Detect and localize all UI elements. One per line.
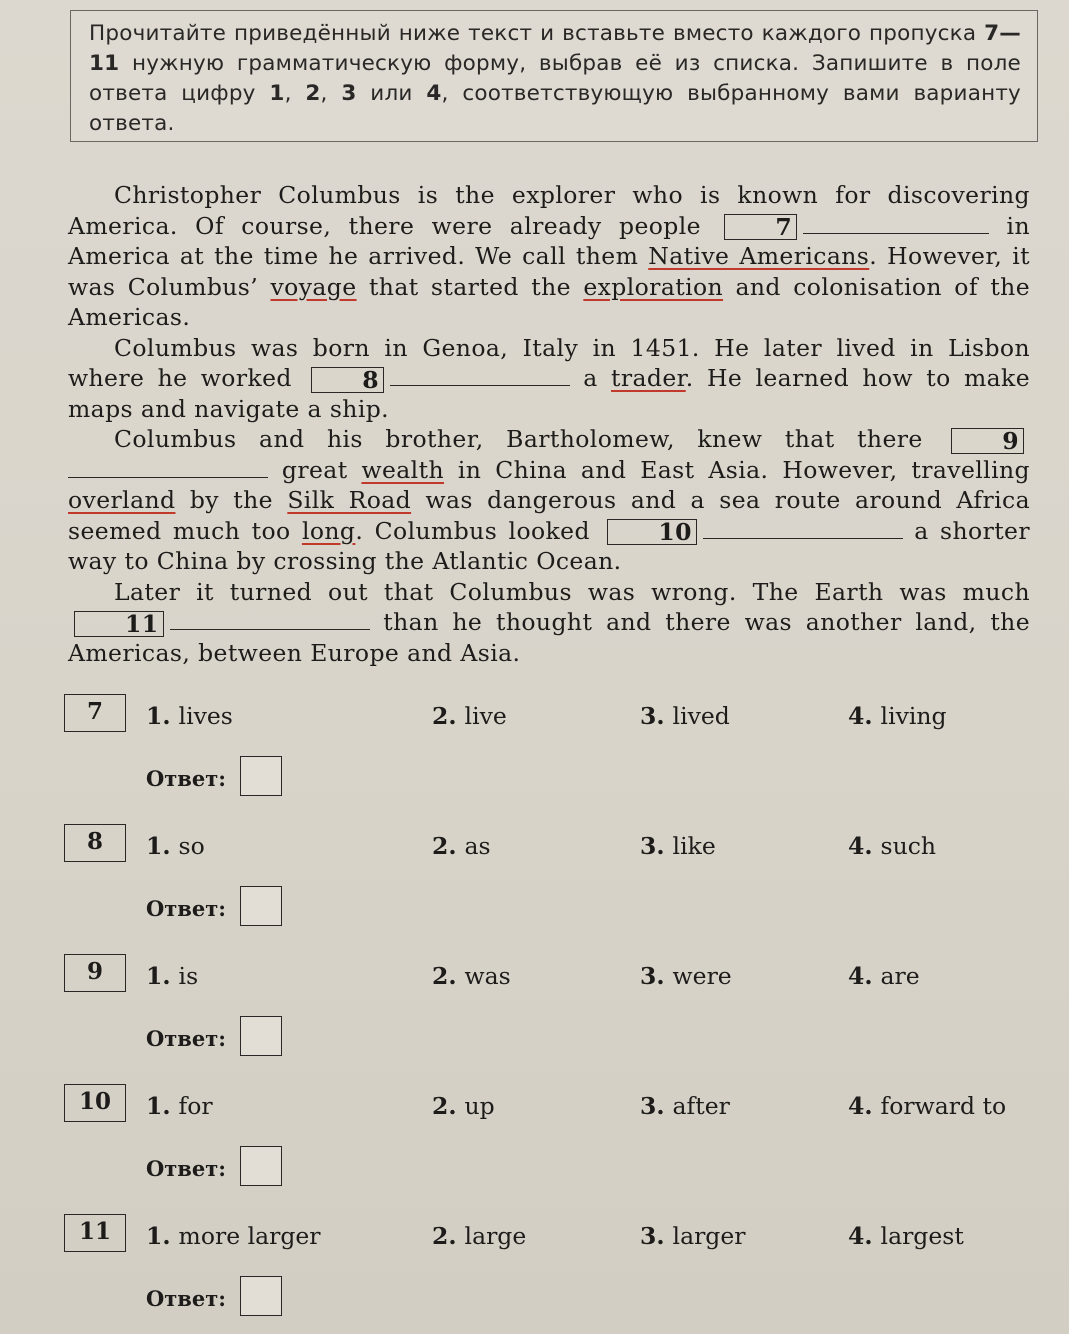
option-text: large bbox=[464, 1222, 527, 1250]
paragraph-4 bbox=[68, 577, 1030, 669]
option-1 bbox=[146, 832, 205, 860]
option-number: 4. bbox=[848, 832, 873, 860]
passage-text: in China and East Asia. However, travelling bbox=[457, 455, 1030, 484]
gap-label-10: 10 bbox=[607, 519, 697, 545]
option-3 bbox=[640, 702, 730, 730]
option-3 bbox=[640, 1092, 730, 1120]
option-number: 3. bbox=[640, 1222, 665, 1250]
instruction-digit-2: 2 bbox=[305, 81, 321, 106]
answer-label: Ответ: bbox=[146, 1026, 227, 1051]
answer-box-8[interactable] bbox=[240, 886, 282, 926]
gap-blank-7 bbox=[803, 213, 989, 234]
option-text: lived bbox=[672, 702, 730, 730]
option-4 bbox=[848, 1222, 964, 1250]
answer-label: Ответ: bbox=[146, 1156, 227, 1181]
underlined-word: Silk Road bbox=[287, 486, 412, 514]
option-1 bbox=[146, 702, 233, 730]
option-number: 1. bbox=[146, 1092, 171, 1120]
option-2 bbox=[432, 832, 491, 860]
passage-text: that started the bbox=[368, 272, 571, 301]
option-text: largest bbox=[880, 1222, 964, 1250]
passage-text: and colonisation of the Americas. bbox=[68, 272, 1031, 331]
option-3 bbox=[640, 962, 732, 990]
passage-text: great bbox=[281, 455, 348, 484]
answer-label: Ответ: bbox=[146, 1286, 227, 1311]
paragraph-2 bbox=[68, 333, 1030, 425]
option-number: 3. bbox=[640, 702, 665, 730]
paragraph-1 bbox=[68, 180, 1030, 333]
question-11 bbox=[64, 1214, 1034, 1334]
gap-blank-8 bbox=[390, 365, 570, 386]
instruction-box: Прочитайте приведённый ниже текст и вставьте вместо каждого пропуска 7—11 нужную грамматическую форму, выбрав её из списка. Запишите в поле ответа цифру 1, 2, 3 или 4, соответствующую выбранному вами варианту ответа. bbox=[70, 10, 1038, 142]
question-number: 10 bbox=[64, 1084, 126, 1122]
option-text: were bbox=[672, 962, 732, 990]
option-text: was bbox=[464, 962, 511, 990]
gap-blank-10 bbox=[703, 518, 903, 539]
option-text: like bbox=[672, 832, 716, 860]
option-2 bbox=[432, 962, 511, 990]
passage-text: a bbox=[583, 364, 598, 392]
underlined-word: trader bbox=[611, 364, 686, 392]
passage-text: Columbus was born in Genoa, Italy in 1451. He later lived in Lisbon where he worked bbox=[68, 333, 1030, 392]
option-text: so bbox=[178, 832, 205, 860]
option-text: live bbox=[464, 702, 507, 730]
instruction-digit-4: 4 bbox=[426, 81, 442, 106]
option-number: 1. bbox=[146, 1222, 171, 1250]
instruction-digit-3: 3 bbox=[341, 81, 357, 106]
option-4 bbox=[848, 962, 920, 990]
underlined-word: voyage bbox=[270, 272, 357, 301]
option-1 bbox=[146, 1092, 213, 1120]
option-number: 3. bbox=[640, 1092, 665, 1120]
option-number: 1. bbox=[146, 962, 171, 990]
option-text: is bbox=[178, 962, 199, 990]
question-number: 9 bbox=[64, 954, 126, 992]
question-10 bbox=[64, 1084, 1034, 1204]
passage-text: Christopher Columbus is the explorer who is known for discovering America. Of course, there were already people bbox=[68, 181, 1030, 240]
gap-blank-11 bbox=[170, 609, 370, 630]
option-number: 3. bbox=[640, 832, 665, 860]
passage-text: . He learned how to make maps and navigate a ship. bbox=[68, 364, 1031, 423]
option-number: 4. bbox=[848, 702, 873, 730]
instruction-range: 7—11 bbox=[89, 21, 1021, 76]
option-number: 2. bbox=[432, 1222, 457, 1250]
instruction-line2: нужную грамматическую форму, выбрав её из списка. Запишите в поле ответа цифру bbox=[89, 51, 1021, 106]
underlined-word: long bbox=[301, 516, 356, 545]
instruction-line1: Прочитайте приведённый ниже текст и вставьте вместо каждого пропуска bbox=[89, 21, 977, 46]
question-number: 11 bbox=[64, 1214, 126, 1252]
option-4 bbox=[848, 1092, 1006, 1120]
option-3 bbox=[640, 1222, 746, 1250]
option-number: 2. bbox=[432, 832, 457, 860]
passage-text: a shorter way to China by crossing the Atlantic Ocean. bbox=[68, 516, 1030, 575]
option-number: 1. bbox=[146, 832, 171, 860]
passage-text: than he thought and there was another land, the Americas, between Europe and Asia. bbox=[68, 608, 1031, 667]
gap-blank-9 bbox=[68, 457, 268, 478]
reading-passage bbox=[68, 180, 1030, 668]
gap-label-8: 8 bbox=[311, 367, 384, 393]
question-9 bbox=[64, 954, 1034, 1074]
option-text: are bbox=[880, 962, 920, 990]
option-1 bbox=[146, 1222, 321, 1250]
option-number: 3. bbox=[640, 962, 665, 990]
option-text: lives bbox=[178, 702, 233, 730]
answer-box-11[interactable] bbox=[240, 1276, 282, 1316]
question-number: 8 bbox=[64, 824, 126, 862]
option-number: 4. bbox=[848, 1092, 873, 1120]
option-2 bbox=[432, 1092, 495, 1120]
answer-box-9[interactable] bbox=[240, 1016, 282, 1056]
passage-text: . However, it was Columbus’ bbox=[68, 242, 1030, 301]
option-text: after bbox=[672, 1092, 730, 1120]
option-text: as bbox=[464, 832, 491, 860]
passage-text: Columbus and his brother, Bartholomew, knew that there bbox=[114, 425, 923, 453]
passage-text: by the bbox=[189, 486, 273, 514]
option-number: 4. bbox=[848, 962, 873, 990]
underlined-word: Native Americans bbox=[648, 242, 870, 270]
option-4 bbox=[848, 702, 947, 730]
gap-label-9: 9 bbox=[951, 428, 1024, 454]
passage-text: Later it turned out that Columbus was wrong. The Earth was much bbox=[114, 577, 1030, 606]
option-2 bbox=[432, 1222, 526, 1250]
option-number: 2. bbox=[432, 702, 457, 730]
question-number: 7 bbox=[64, 694, 126, 732]
option-text: forward to bbox=[880, 1092, 1007, 1120]
answer-label: Ответ: bbox=[146, 896, 227, 921]
option-text: larger bbox=[672, 1222, 746, 1250]
option-1 bbox=[146, 962, 198, 990]
gap-label-7: 7 bbox=[724, 214, 797, 240]
gap-label-11: 11 bbox=[74, 611, 164, 637]
option-number: 4. bbox=[848, 1222, 873, 1250]
option-3 bbox=[640, 832, 716, 860]
instruction-line3: соответствующую выбранному вами варианту ответа. bbox=[89, 81, 1021, 136]
answer-box-7[interactable] bbox=[240, 756, 282, 796]
option-text: such bbox=[880, 832, 937, 860]
option-text: up bbox=[464, 1092, 495, 1120]
option-number: 1. bbox=[146, 702, 171, 730]
option-number: 2. bbox=[432, 962, 457, 990]
option-number: 2. bbox=[432, 1092, 457, 1120]
paragraph-3 bbox=[68, 424, 1030, 577]
option-text: more larger bbox=[178, 1222, 321, 1250]
passage-text: was dangerous and a sea route around Africa seemed much too bbox=[68, 486, 1031, 545]
answer-box-10[interactable] bbox=[240, 1146, 282, 1186]
passage-text: . Columbus looked bbox=[355, 516, 590, 545]
question-7 bbox=[64, 694, 1034, 814]
option-text: living bbox=[880, 702, 947, 730]
passage-text: in America at the time he arrived. We call them bbox=[68, 211, 1030, 270]
underlined-word: exploration bbox=[583, 272, 724, 301]
underlined-word: wealth bbox=[361, 455, 444, 484]
option-4 bbox=[848, 832, 936, 860]
option-2 bbox=[432, 702, 507, 730]
option-text: for bbox=[178, 1092, 213, 1120]
instruction-digit-1: 1 bbox=[269, 81, 285, 106]
question-8 bbox=[64, 824, 1034, 944]
underlined-word: overland bbox=[68, 486, 176, 514]
answer-label: Ответ: bbox=[146, 766, 227, 791]
